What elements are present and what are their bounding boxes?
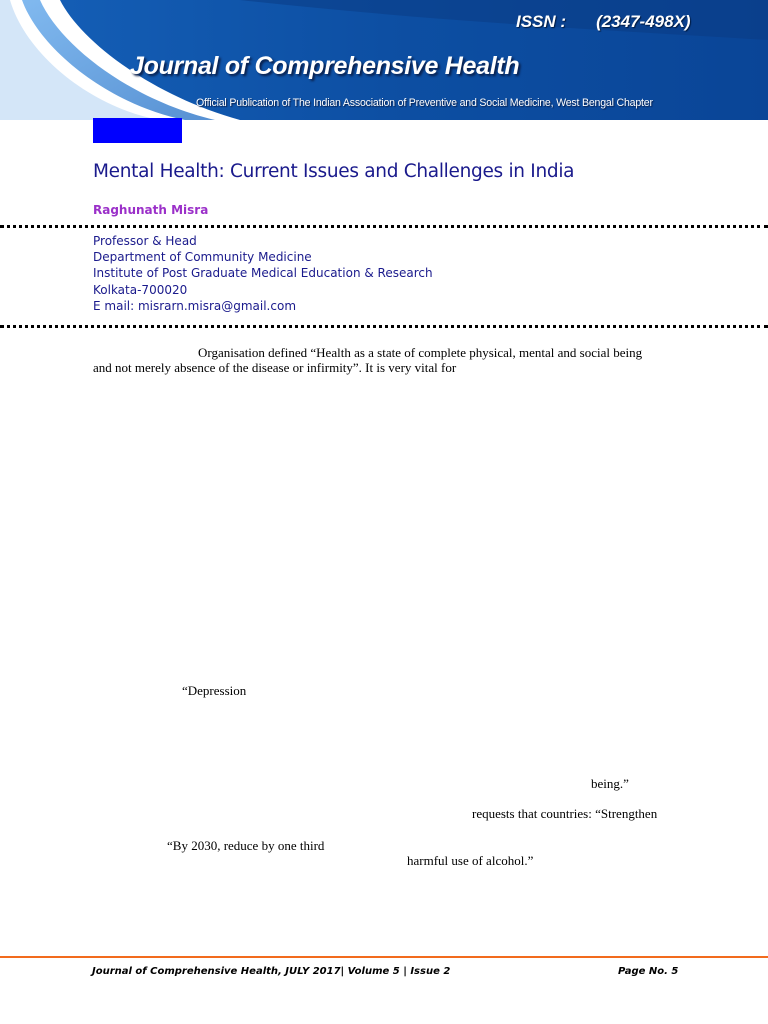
journal-title: Journal of Comprehensive Health	[130, 52, 520, 80]
body-paragraph-line: Organisation defined “Health as a state of complete physical, mental and social being	[198, 345, 643, 360]
affiliation-line: Professor & Head	[93, 234, 197, 248]
affiliation-line: Kolkata-700020	[93, 282, 188, 297]
journal-subtitle: Official Publication of The Indian Association of Preventive and Social Medicine, West Bengal Chapter	[196, 97, 653, 109]
footer-rule	[0, 956, 768, 958]
author-name: Raghunath Misra	[93, 203, 209, 217]
dotted-divider-bottom	[0, 325, 768, 328]
issn	[516, 12, 691, 32]
issn-label: ISSN :	[516, 12, 567, 31]
dotted-divider-top	[0, 225, 768, 228]
affiliation-email[interactable]: E mail: misrarn.misra@gmail.com	[93, 298, 297, 313]
footer-citation: Journal of Comprehensive Health, JULY 2017| Volume 5 | Issue 2	[92, 966, 451, 977]
body-fragment: harmful use of alcohol.”	[407, 853, 534, 868]
issn-number: (2347-498X)	[596, 12, 691, 31]
body-fragment: “Depression	[182, 683, 247, 698]
author-affiliation	[93, 233, 433, 314]
body-paragraph-line: and not merely absence of the disease or infirmity”. It is very vital for	[93, 360, 457, 375]
page-number: Page No. 5	[618, 966, 679, 977]
article-title: Mental Health: Current Issues and Challenges in India	[93, 161, 575, 182]
affiliation-line: Institute of Post Graduate Medical Education & Research	[93, 266, 433, 281]
journal-banner	[0, 0, 768, 120]
body-fragment: requests that countries: “Strengthen	[472, 806, 658, 821]
blue-block	[93, 118, 182, 143]
body-fragment: “By 2030, reduce by one third	[167, 838, 325, 853]
affiliation-line: Department of Community Medicine	[93, 250, 312, 265]
body-fragment: being.”	[591, 776, 629, 791]
